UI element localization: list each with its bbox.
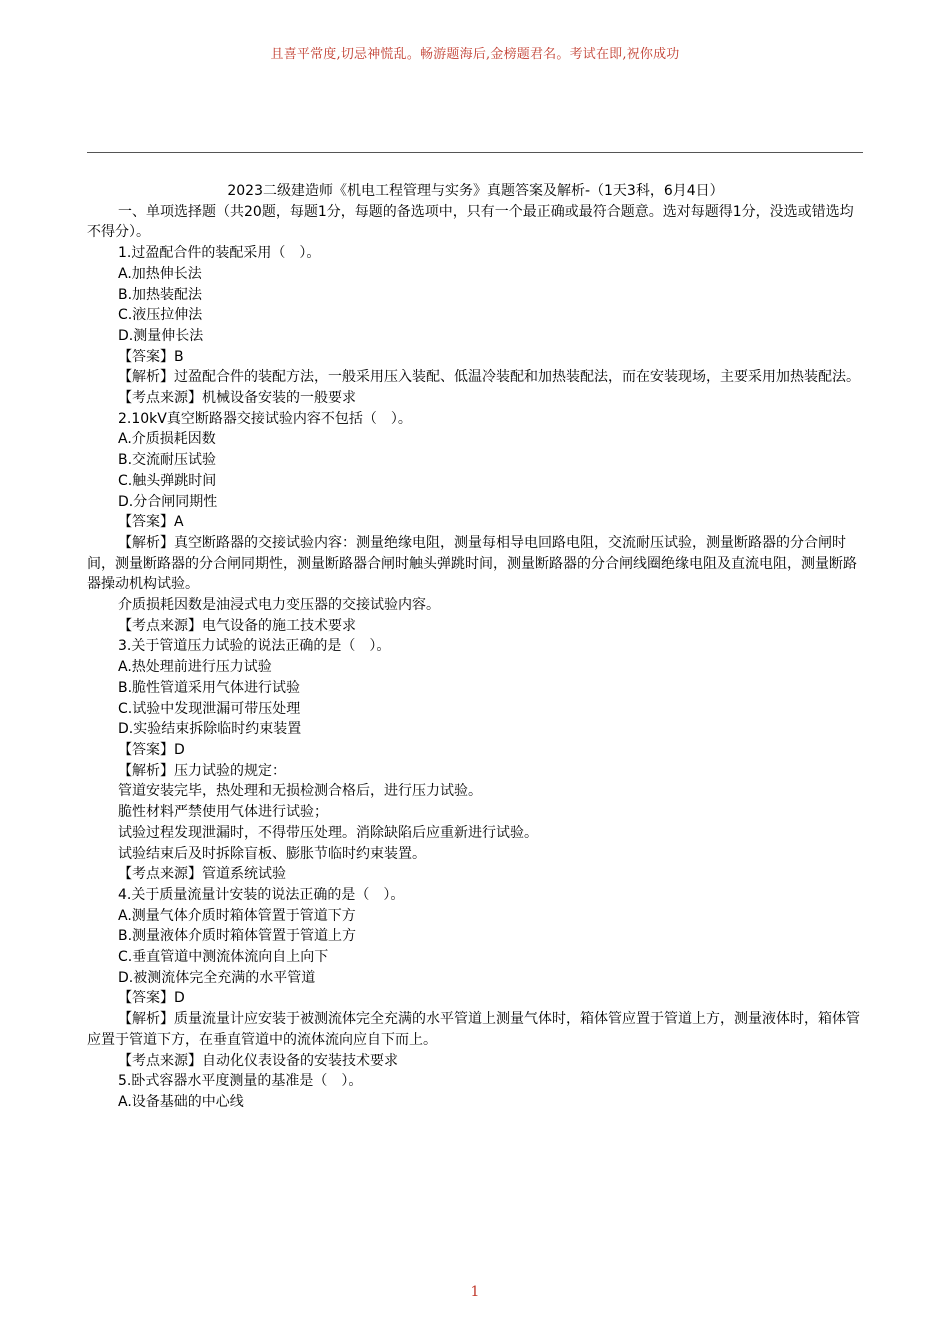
- page-header: 且喜平常度,切忌神慌乱。畅游题海后,金榜题君名。考试在即,祝你成功: [270, 47, 680, 62]
- option-c: C.触头弹跳时间: [118, 472, 217, 489]
- answer: 【答案】A: [118, 514, 184, 531]
- analysis-line: 介质损耗因数是油浸式电力变压器的交接试验内容。: [118, 597, 440, 614]
- page-number: 1: [470, 1284, 480, 1300]
- document-title: 2023二级建造师《机电工程管理与实务》真题答案及解析-（1天3科，6月4日）: [227, 183, 724, 199]
- question-block: [87, 243, 864, 409]
- option-c: C.液压拉伸法: [118, 307, 203, 324]
- option-d: D.被测流体完全充满的水平管道: [118, 969, 316, 986]
- question-stem: 5.卧式容器水平度测量的基准是（ ）。: [118, 1073, 363, 1090]
- answer: 【答案】D: [118, 741, 185, 758]
- answer: 【答案】B: [118, 348, 184, 365]
- source: 【考点来源】机械设备安装的一般要求: [118, 390, 356, 407]
- analysis: 【解析】真空断路器的交接试验内容：测量绝缘电阻，测量每相导电回路电阻，交流耐压试验，测量断路器的分合闸时间，测量断路器的分合闸同期性，测量断路器合闸时触头弹跳时间，测量断路器的分合闸线圈绝缘电阻及直流电阻，测量断路器操动机构试验。: [87, 534, 857, 593]
- option-a: A.热处理前进行压力试验: [118, 659, 272, 676]
- source: 【考点来源】电气设备的施工技术要求: [118, 617, 356, 634]
- option-b: B.脆性管道采用气体进行试验: [118, 679, 301, 696]
- answer: 【答案】D: [118, 990, 185, 1007]
- question-stem: 4.关于质量流量计安装的说法正确的是（ ）。: [118, 886, 405, 903]
- question-stem: 3.关于管道压力试验的说法正确的是（ ）。: [118, 638, 391, 655]
- option-a: A.介质损耗因数: [118, 431, 216, 448]
- option-b: B.加热装配法: [118, 286, 203, 303]
- option-a: A.设备基础的中心线: [118, 1093, 244, 1110]
- option-c: C.试验中发现泄漏可带压处理: [118, 700, 301, 717]
- question-block: [87, 885, 864, 1071]
- question-block: [87, 409, 864, 637]
- analysis-line: 试验结束后及时拆除盲板、膨胀节临时约束装置。: [118, 845, 426, 862]
- header-divider: [87, 152, 863, 153]
- question-stem: 2.10kV真空断路器交接试验内容不包括（ ）。: [118, 410, 412, 427]
- source: 【考点来源】管道系统试验: [118, 866, 286, 883]
- question-stem: 1.过盈配合件的装配采用（ ）。: [118, 245, 321, 262]
- option-a: A.加热伸长法: [118, 265, 202, 282]
- source: 【考点来源】自动化仪表设备的安装技术要求: [118, 1052, 398, 1069]
- analysis-line: 脆性材料严禁使用气体进行试验；: [118, 804, 328, 821]
- analysis: 【解析】质量流量计应安装于被测流体完全充满的水平管道上测量气体时，箱体管应置于管道上方，测量液体时，箱体管应置于管道下方，在垂直管道中的流体流向应自下而上。: [87, 1011, 860, 1048]
- section-intro: 一、单项选择题（共20题，每题1分，每题的备选项中，只有一个最正确或最符合题意。选对每题得1分，没选或错选均不得分）。: [87, 203, 854, 241]
- option-d: D.实验结束拆除临时约束装置: [118, 721, 302, 738]
- analysis-line: 管道安装完毕，热处理和无损检测合格后，进行压力试验。: [118, 783, 482, 800]
- question-block: [87, 636, 864, 884]
- analysis: 【解析】压力试验的规定：: [118, 762, 286, 779]
- option-d: D.分合闸同期性: [118, 493, 218, 510]
- option-a: A.测量气体介质时箱体管置于管道下方: [118, 907, 356, 924]
- analysis-line: 试验过程发现泄漏时，不得带压处理。消除缺陷后应重新进行试验。: [118, 824, 538, 841]
- question-block: [87, 1071, 864, 1112]
- option-d: D.测量伸长法: [118, 327, 204, 344]
- option-b: B.测量液体介质时箱体管置于管道上方: [118, 928, 357, 945]
- document-body: [87, 181, 864, 1113]
- analysis: 【解析】过盈配合件的装配方法，一般采用压入装配、低温冷装配和加热装配法，而在安装现场，主要采用加热装配法。: [118, 369, 860, 386]
- option-c: C.垂直管道中测流体流向自上向下: [118, 949, 329, 966]
- option-b: B.交流耐压试验: [118, 452, 217, 469]
